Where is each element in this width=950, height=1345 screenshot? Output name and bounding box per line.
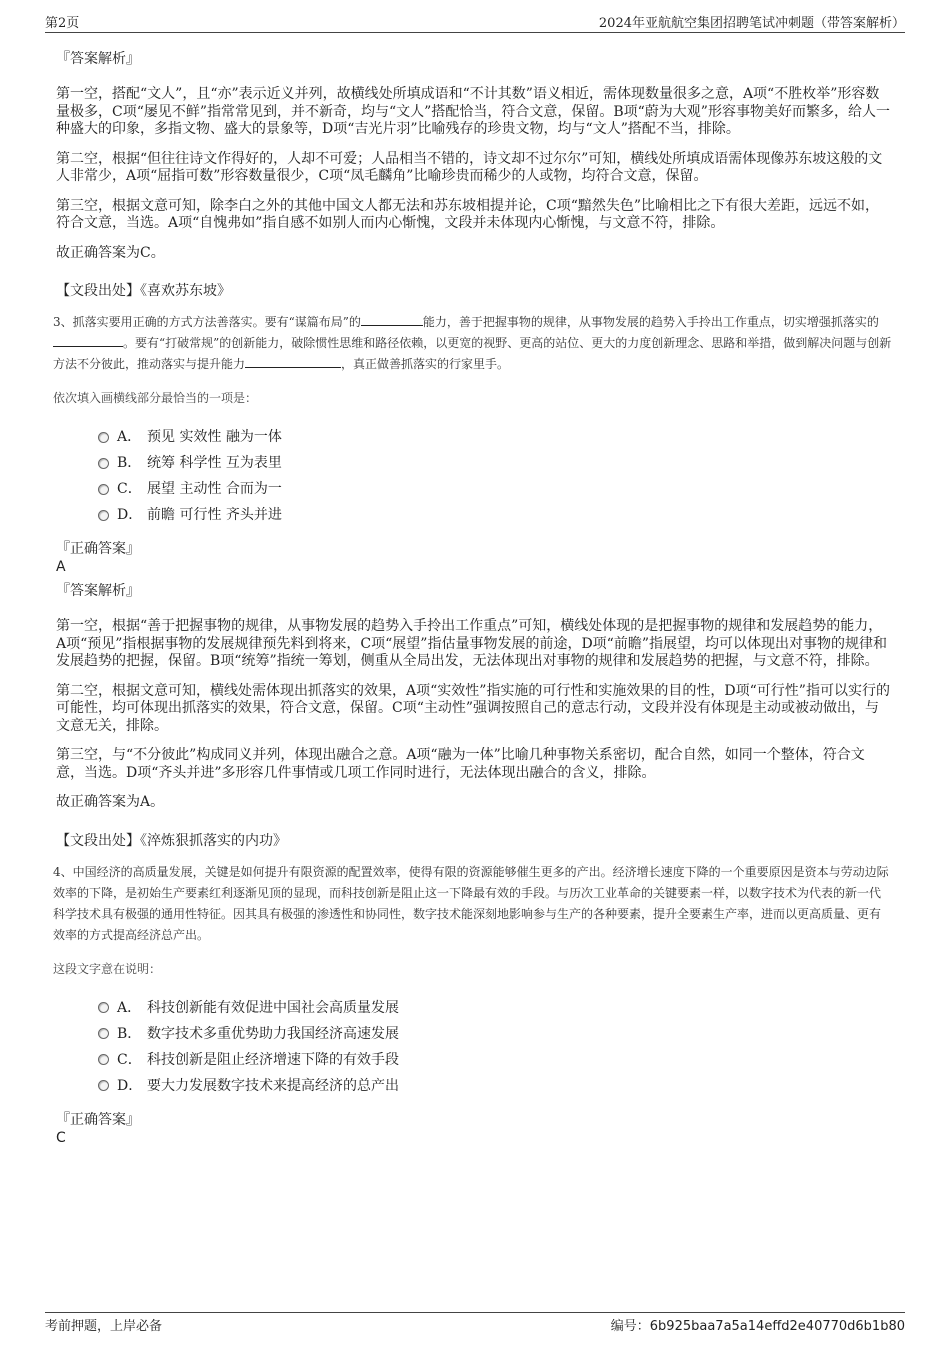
document-code-value: 6b925baa7a5a14effd2e40770d6b1b80 (649, 1319, 905, 1334)
radio-button-icon[interactable] (98, 1028, 109, 1039)
page-header (45, 12, 905, 33)
page-footer (45, 1312, 905, 1333)
q3-analysis-para-3: 第三空，与“不分彼此”构成同义并列，体现出融合之意。A项“融为一体”比喻几种事物关系密切，配合自然，如同一个整体，符合文意，当选。D项“齐头并进”多形容几件事情或几项工作同时进行，无法体现出融合的含义，排除。 (56, 747, 865, 781)
radio-button-icon[interactable] (98, 510, 109, 521)
q4-option-d[interactable]: D． 要大力发展数字技术来提高经济的总产出 (98, 1073, 892, 1099)
q4-correct-answer-label: 『正确答案』 (56, 1111, 140, 1128)
radio-button-icon[interactable] (98, 484, 109, 495)
q2-analysis-label: 『答案解析』 (56, 51, 140, 67)
q3-analysis-para-1: 第一空，根据“善于把握事物的规律，从事物发展的趋势入手拎出工作重点”可知，横线处体现的是把握事物的规律和发展趋势的能力，A项“预见”指根据事物的发展规律预先料到将来，C项“展望”指估量事物发展的前途，D项“前瞻”指展望，均可以体现出对事物的规律和发展趋势的把握，保留。B项“统筹”指统一筹划，侧重从全局出发，无法体现出对事物的规律和发展趋势的把握，与文意不符，排除。 (56, 618, 887, 669)
q4-prompt: 这段文字意在说明： (53, 961, 162, 976)
q3-option-a[interactable]: A． 预见 实效性 融为一体 (98, 424, 892, 450)
radio-button-icon[interactable] (98, 1002, 109, 1013)
q4-option-b[interactable]: B． 数字技术多重优势助力我国经济高速发展 (98, 1021, 892, 1047)
q4-question-text: 4、中国经济的高质量发展，关键是如何提升有限资源的配置效率，使得有限的资源能够催生更多的产出。经济增长速度下降的一个重要原因是资本与劳动边际效率的下降，是初始生产要素红利逐渐见顶的显现，而科技创新是阻止这一下降最有效的手段。与历次工业革命的关键要素一样，以数字技术为代表的新一代科学技术具有极强的通用性特征。因其具有极强的渗透性和协同性，数字技术能深刻地影响参与生产的各种要素，提升全要素生产率，进而以更高质量、更有效率的方式提高经济总产出。 (53, 864, 889, 942)
q3-option-d[interactable]: D． 前瞻 可行性 齐头并进 (98, 502, 892, 528)
q2-analysis-para-3: 第三空，根据文意可知，除李白之外的其他中国文人都无法和苏东坡相提并论，C项“黯然失色”比喻相比之下有很大差距，远远不如，符合文意，当选。A项“自愧弗如”指自感不如别人而内心惭愧，文段并未体现内心惭愧，与文意不符，排除。 (56, 197, 880, 231)
document-code-label: 编号： (610, 1319, 650, 1334)
q3-blank-1 (361, 312, 423, 326)
q3-correct-answer: A (56, 559, 66, 575)
q3-blank-2 (53, 333, 123, 347)
q3-analysis-para-2: 第二空，根据文意可知，横线处需体现出抓落实的效果，A项“实效性”指实施的可行性和实施效果的目的性，D项“可行性”指可以实行的可能性，均可体现出抓落实的效果，符合文意，保留。C项“主动性”强调按照自己的意志行动，文段并没有体现是主动或被动做出，与文意无关，排除。 (56, 682, 890, 734)
q3-prompt: 依次填入画横线部分最恰当的一项是： (53, 391, 258, 405)
q2-analysis-para-2: 第二空，根据“但往往诗文作得好的，人却不可爱；人品相当不错的，诗文却不过尔尔”可知，横线处所填成语需体现像苏东坡这般的文人非常少，A项“屈指可数”形容数量很少，C项“凤毛麟角”比喻珍贵而稀少的人或物，均符合文意，保留。 (56, 150, 883, 184)
radio-button-icon[interactable] (98, 1080, 109, 1091)
q2-conclusion: 故正确答案为C。 (56, 244, 165, 261)
q3-analysis-label: 『答案解析』 (56, 583, 140, 599)
q4-option-c[interactable]: C． 科技创新是阻止经济增速下降的有效手段 (98, 1047, 892, 1073)
q2-analysis-para-1: 第一空，搭配“文人”，且“亦”表示近义并列，故横线处所填成语和“不计其数”语义相近，需体现数量很多之意，A项“不胜枚举”形容数量极多，C项“屡见不鲜”指常常见到，并不新奇，均与“文人”搭配恰当，符合文意，保留。B项“蔚为大观”形容事物美好而繁多，给人一种盛大的印象，多指文物、盛大的景象等，D项“吉光片羽”比喻残存的珍贵文物，均与“文人”搭配不当，排除。 (56, 86, 890, 137)
q4-options (98, 995, 892, 1099)
page-content (53, 44, 892, 1149)
page-number: 第2页 (45, 16, 80, 31)
footer-slogan: 考前押题，上岸必备 (45, 1319, 163, 1334)
document-title: 2024年亚航航空集团招聘笔试冲刺题（带答案解析） (598, 16, 905, 31)
radio-button-icon[interactable] (98, 458, 109, 469)
q3-options (98, 424, 892, 528)
q3-question-text: 3、抓落实要用正确的方式方法善落实。要有“谋篇布局”的 能力，善于把握事物的规律，从事物发展的趋势入手拎出工作重点，切实增强抓落实的。要有“打破常规”的创新能力，破除惯性思维和路径依赖，以更宽的视野、更高的站位、更大的力度创新理念、思路和举措，做到解决问题与创新方法不分彼此，推动落实与提升能力 ，真正做善抓落实的行家里手。 (53, 312, 892, 375)
q3-conclusion: 故正确答案为A。 (56, 794, 165, 810)
q3-option-b[interactable]: B． 统筹 科学性 互为表里 (98, 450, 892, 476)
document-code (611, 1315, 905, 1334)
q4-correct-answer: C (56, 1129, 66, 1146)
q3-blank-3 (245, 354, 341, 368)
q3-source: 【文段出处】《淬炼狠抓落实的内功》 (56, 832, 287, 849)
radio-button-icon[interactable] (98, 1054, 109, 1065)
q3-correct-answer-label: 『正确答案』 (56, 541, 140, 557)
q2-source: 【文段出处】《喜欢苏东坡》 (56, 283, 231, 299)
radio-button-icon[interactable] (98, 432, 109, 443)
q4-option-a[interactable]: A． 科技创新能有效促进中国社会高质量发展 (98, 995, 892, 1021)
q3-option-c[interactable]: C． 展望 主动性 合而为一 (98, 476, 892, 502)
